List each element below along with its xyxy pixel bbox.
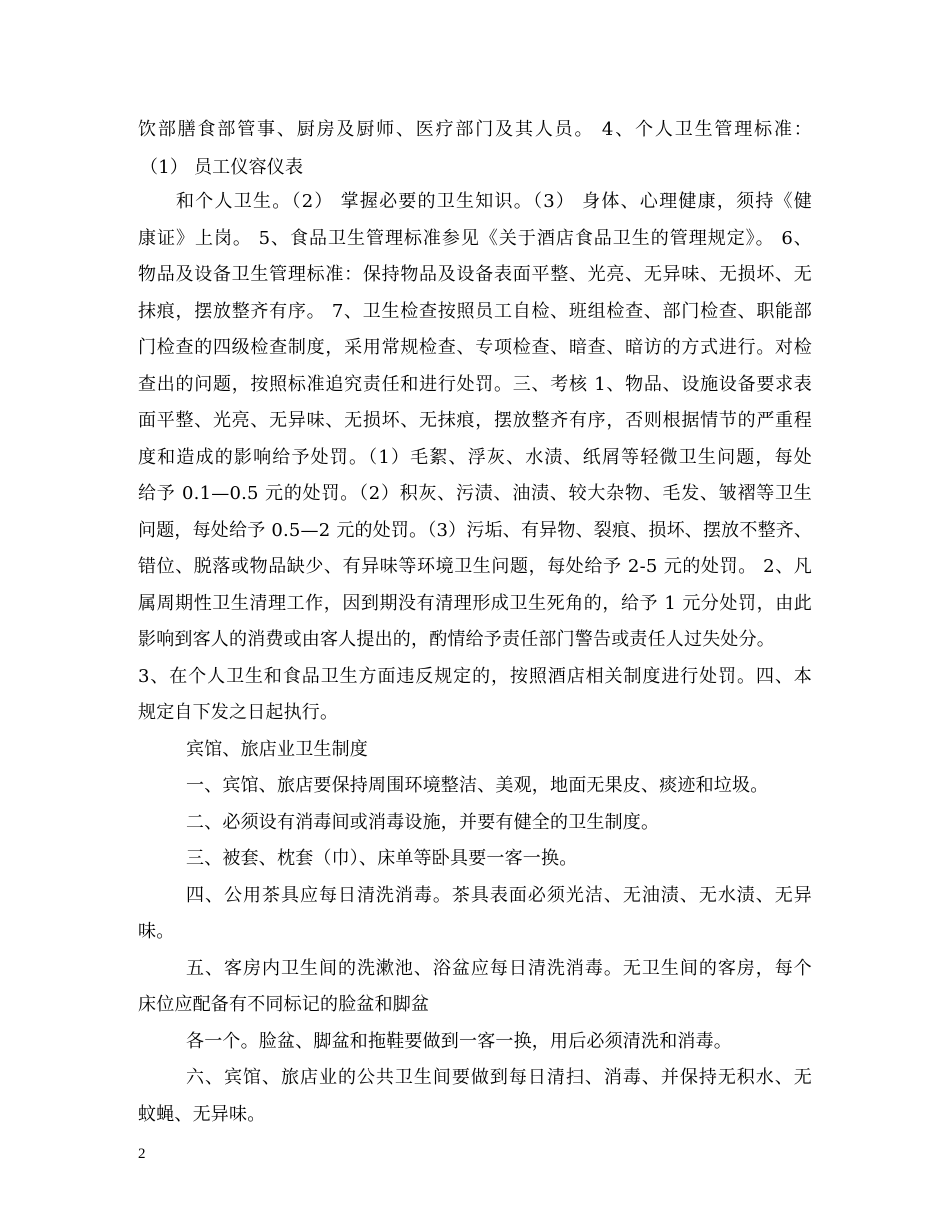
text-line: 问题，每处给予 0.5—2 元的处罚。（3）污垢、有异物、裂痕、损坏、摆放不整齐、 <box>138 520 813 541</box>
text-line: 六、宾馆、旅店业的公共卫生间要做到每日清扫、消毒、并保持无积水、无 <box>186 1067 812 1088</box>
text-line: 查出的问题，按照标准追究责任和进行处罚。三、考核 1、物品、设施设备要求表 <box>138 374 812 395</box>
text-line: 物品及设备卫生管理标准：保持物品及设备表面平整、光亮、无异味、无损坏、无 <box>138 264 812 285</box>
text-line: 抹痕，摆放整齐有序。 7、卫生检查按照员工自检、班组检查、部门检查、职能部 <box>138 301 812 322</box>
text-line: 各一个。脸盆、脚盆和拖鞋要做到一客一换，用后必须清洗和消毒。 <box>186 1031 732 1052</box>
text-line: 三、被套、枕套（巾）、床单等卧具要一客一换。 <box>186 848 578 869</box>
text-line: 给予 0.1—0.5 元的处罚。（2）积灰、污渍、油渍、较大杂物、毛发、皱褶等卫生 <box>138 483 812 504</box>
text-line: （1） 员工仪容仪表 <box>140 157 304 178</box>
text-line: 四、公用茶具应每日清洗消毒。茶具表面必须光洁、无油渍、无水渍、无异 <box>186 885 812 906</box>
text-line: 规定自下发之日起执行。 <box>138 702 339 723</box>
text-line: 门检查的四级检查制度，采用常规检查、专项检查、暗查、暗访的方式进行。对检 <box>138 337 812 358</box>
text-line: 一、宾馆、旅店要保持周围环境整洁、美观，地面无果皮、痰迹和垃圾。 <box>186 775 769 796</box>
text-line: 饮部膳食部管事、厨房及厨师、医疗部门及其人员。 4、个人卫生管理标准： <box>138 119 812 140</box>
text-line: 影响到客人的消费或由客人提出的，酌情给予责任部门警告或责任人过失处分。 <box>138 629 775 650</box>
text-line: 属周期性卫生清理工作，因到期没有清理形成卫生死角的，给予 1 元分处罚，由此 <box>138 593 812 614</box>
text-line: 面平整、光亮、无异味、无损坏、无抹痕，摆放整齐有序，否则根据情节的严重程 <box>138 410 812 431</box>
text-line: 蚊蝇、无异味。 <box>138 1104 266 1125</box>
text-line: 味。 <box>138 921 175 942</box>
text-line: 和个人卫生。（2） 掌握必要的卫生知识。（3） 身体、心理健康，须持《健 <box>176 191 812 212</box>
text-line: 五、客房内卫生间的洗漱池、浴盆应每日清洗消毒。无卫生间的客房，每个 <box>186 958 812 979</box>
page-number: 2 <box>138 1146 146 1162</box>
text-line: 二、必须设有消毒间或消毒设施，并要有健全的卫生制度。 <box>186 812 660 833</box>
text-line: 康证》上岗。 5、食品卫生管理标准参见《关于酒店食品卫生的管理规定》。 6、 <box>138 228 812 249</box>
section-heading: 宾馆、旅店业卫生制度 <box>186 739 368 760</box>
text-line: 床位应配备有不同标记的脸盆和脚盆 <box>138 994 430 1015</box>
text-line: 3、在个人卫生和食品卫生方面违反规定的，按照酒店相关制度进行处罚。四、本 <box>138 666 812 687</box>
text-line: 错位、脱落或物品缺少、有异味等环境卫生问题，每处给予 2-5 元的处罚。 2、凡 <box>138 556 812 577</box>
text-line: 度和造成的影响给予处罚。（1）毛絮、浮灰、水渍、纸屑等轻微卫生问题，每处 <box>138 447 812 468</box>
